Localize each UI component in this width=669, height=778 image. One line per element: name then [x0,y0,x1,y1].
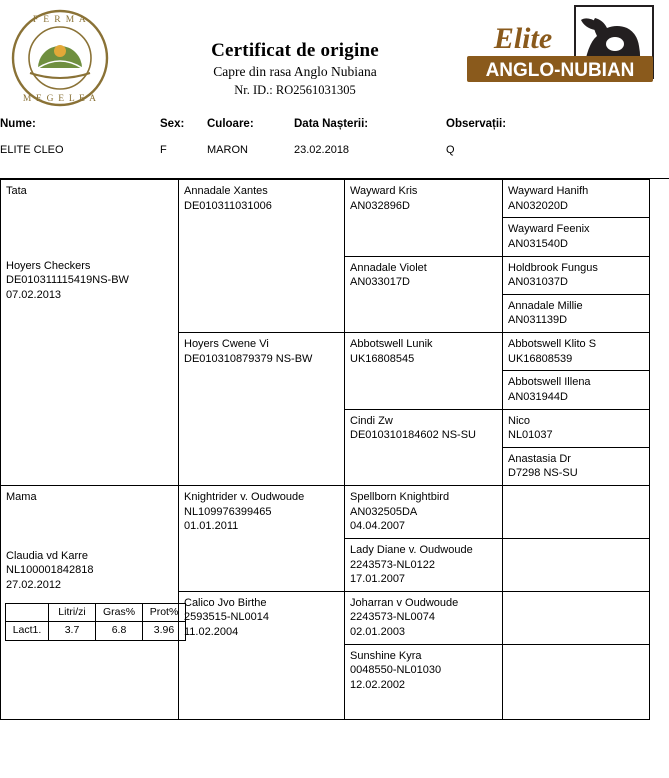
cell-dam-dam [179,591,345,719]
sss-s-reg: AN032020D [508,199,568,212]
svg-text:F E R M A: F E R M A [32,15,88,25]
ssd-s-reg: AN031037D [508,276,568,289]
ferma-megelea-logo [8,6,112,110]
cell-ssd-d [503,294,650,332]
dd-sire-reg: 2243573-NL0074 [350,611,436,624]
label-culoare: Culoare: [207,118,254,130]
cell-dam [1,486,179,720]
sire-name: Hoyers Checkers [6,259,91,272]
milk-header-gras: Gras% [96,603,143,622]
cell-ddd-empty [503,644,650,719]
certificate-id: Nr. ID.: RO2561031305 [234,83,356,97]
milk-header-litri: Litri/zi [49,603,96,622]
title-block [150,40,440,98]
dd-dam-name: Sunshine Kyra [350,649,422,662]
sss-d-name: Wayward Feenix [508,223,590,236]
ssd-d-reg: AN031139D [508,314,568,327]
sss-s-name: Wayward Hanifh [508,185,589,197]
dam-section-label: Mama [6,491,37,503]
dam-sire-reg: NL109976399465 [184,505,272,518]
milk-header-0 [6,603,49,622]
elite-anglo-nubian-logo [465,4,655,108]
label-nume: Nume: [0,118,36,130]
sss-d-reg: AN031540D [508,237,568,250]
ss-sire-name: Wayward Kris [350,185,418,197]
svg-text:M E G E L E A: M E G E L E A [22,94,98,104]
page-subtitle: Capre din rasa Anglo Nubiana [213,64,377,79]
dd-dam-date: 12.02.2002 [350,678,406,691]
cell-dds-empty [503,591,650,644]
cell-dss-empty [503,486,650,539]
svg-text:Elite: Elite [493,22,553,55]
label-observatii: Observații: [446,118,507,130]
sire-reg: DE010311115419NS-BW [6,274,129,287]
dam-date: 27.02.2012 [6,578,62,591]
ds-sire-name: Spellborn Knightbird [350,491,450,503]
value-data-nasterii: 23.02.2018 [294,144,350,156]
document-header [0,0,669,118]
value-culoare: MARON [207,144,248,156]
sire-date: 07.02.2013 [6,288,62,301]
sd-sire-name: Abbotswell Lunik [350,338,433,350]
svg-text:ANGLO-NUBIAN: ANGLO-NUBIAN [485,60,635,81]
cell-sire [1,180,179,486]
ss-sire-reg: AN032896D [350,199,410,212]
sdd-s-reg: NL01037 [508,429,553,442]
cell-sds-d [503,371,650,409]
dam-dam-reg: 2593515-NL0014 [184,611,270,624]
ds-dam-date: 17.01.2007 [350,573,406,586]
cell-sss-s [503,180,650,218]
ds-dam-name: Lady Diane v. Oudwoude [350,543,473,556]
sds-d-name: Abbotswell Illena [508,376,591,389]
value-observatii: Q [446,144,455,156]
label-data-nasterii: Data Nașterii: [294,118,369,130]
milk-header-row [6,603,186,622]
table-row [1,180,650,218]
dd-dam-reg: 0048550-NL01030 [350,664,442,677]
sire-sire-name: Annadale Xantes [184,185,268,197]
dam-sire-name: Knightrider v. Oudwoude [184,491,305,503]
cell-dd-sire [345,591,503,644]
ssd-s-name: Holdbrook Fungus [508,261,598,274]
milk-header-prot: Prot% [143,603,186,622]
dam-name: Claudia vd Karre [6,549,88,562]
cell-sd-dam [345,409,503,486]
ds-sire-reg: AN032505DA [350,505,418,518]
sd-dam-reg: DE010310184602 NS-SU [350,429,476,442]
cell-sds-s [503,333,650,371]
sire-section-label: Tata [6,185,27,197]
milk-cell-litri: 3.7 [49,622,96,641]
sire-dam-name: Hoyers Cwene Vi [184,338,269,350]
milk-cell-lactation: Lact1. [6,622,49,641]
ds-dam-reg: 2243573-NL0122 [350,558,436,571]
sds-s-name: Abbotswell Klito S [508,338,597,350]
cell-ss-dam [345,256,503,333]
dam-dam-date: 11.02.2004 [184,626,239,638]
dam-dam-name: Calico Jvo Birthe [184,596,267,609]
milk-data-row [6,622,186,641]
page-title: Certificat de origine [211,40,379,61]
sd-sire-reg: UK16808545 [350,352,415,365]
cell-ss-sire [345,180,503,257]
sdd-d-name: Anastasia Dr [508,452,571,465]
dd-sire-date: 02.01.2003 [350,626,406,638]
cell-sdd-d [503,447,650,485]
sds-d-reg: AN031944D [508,390,568,403]
cell-dam-sire [179,486,345,592]
sd-dam-name: Cindi Zw [350,414,393,427]
cell-ssd-s [503,256,650,294]
cell-sdd-s [503,409,650,447]
cell-sd-sire [345,333,503,410]
sire-sire-reg: DE010311031006 [184,199,272,212]
milk-production-table [5,603,186,642]
sdd-d-reg: D7298 NS-SU [508,467,578,480]
ss-dam-name: Annadale Violet [350,261,427,274]
ss-dam-reg: AN033017D [350,276,410,289]
sire-dam-reg: DE010310879379 NS-BW [184,352,313,365]
cell-dsd-empty [503,538,650,591]
milk-cell-gras: 6.8 [96,622,143,641]
label-sex: Sex: [160,118,185,130]
sds-s-reg: UK16808539 [508,352,573,365]
ds-sire-date: 04.04.2007 [350,520,406,533]
cell-sire-sire [179,180,345,333]
animal-info-row [0,118,669,179]
cell-dd-dam [345,644,503,719]
pedigree-table [0,179,650,720]
cell-sire-dam [179,333,345,486]
value-sex: F [160,144,167,156]
cell-sss-d [503,218,650,256]
dam-reg: NL100001842818 [6,564,94,577]
dam-sire-date: 01.01.2011 [184,520,239,533]
dd-sire-name: Joharran v Oudwoude [350,596,459,609]
sdd-s-name: Nico [508,414,531,427]
cell-ds-dam [345,538,503,591]
cell-ds-sire [345,486,503,539]
value-nume: ELITE CLEO [0,144,64,156]
ssd-d-name: Annadale Millie [508,299,583,312]
table-row [1,486,650,539]
milk-cell-prot: 3.96 [143,622,186,641]
